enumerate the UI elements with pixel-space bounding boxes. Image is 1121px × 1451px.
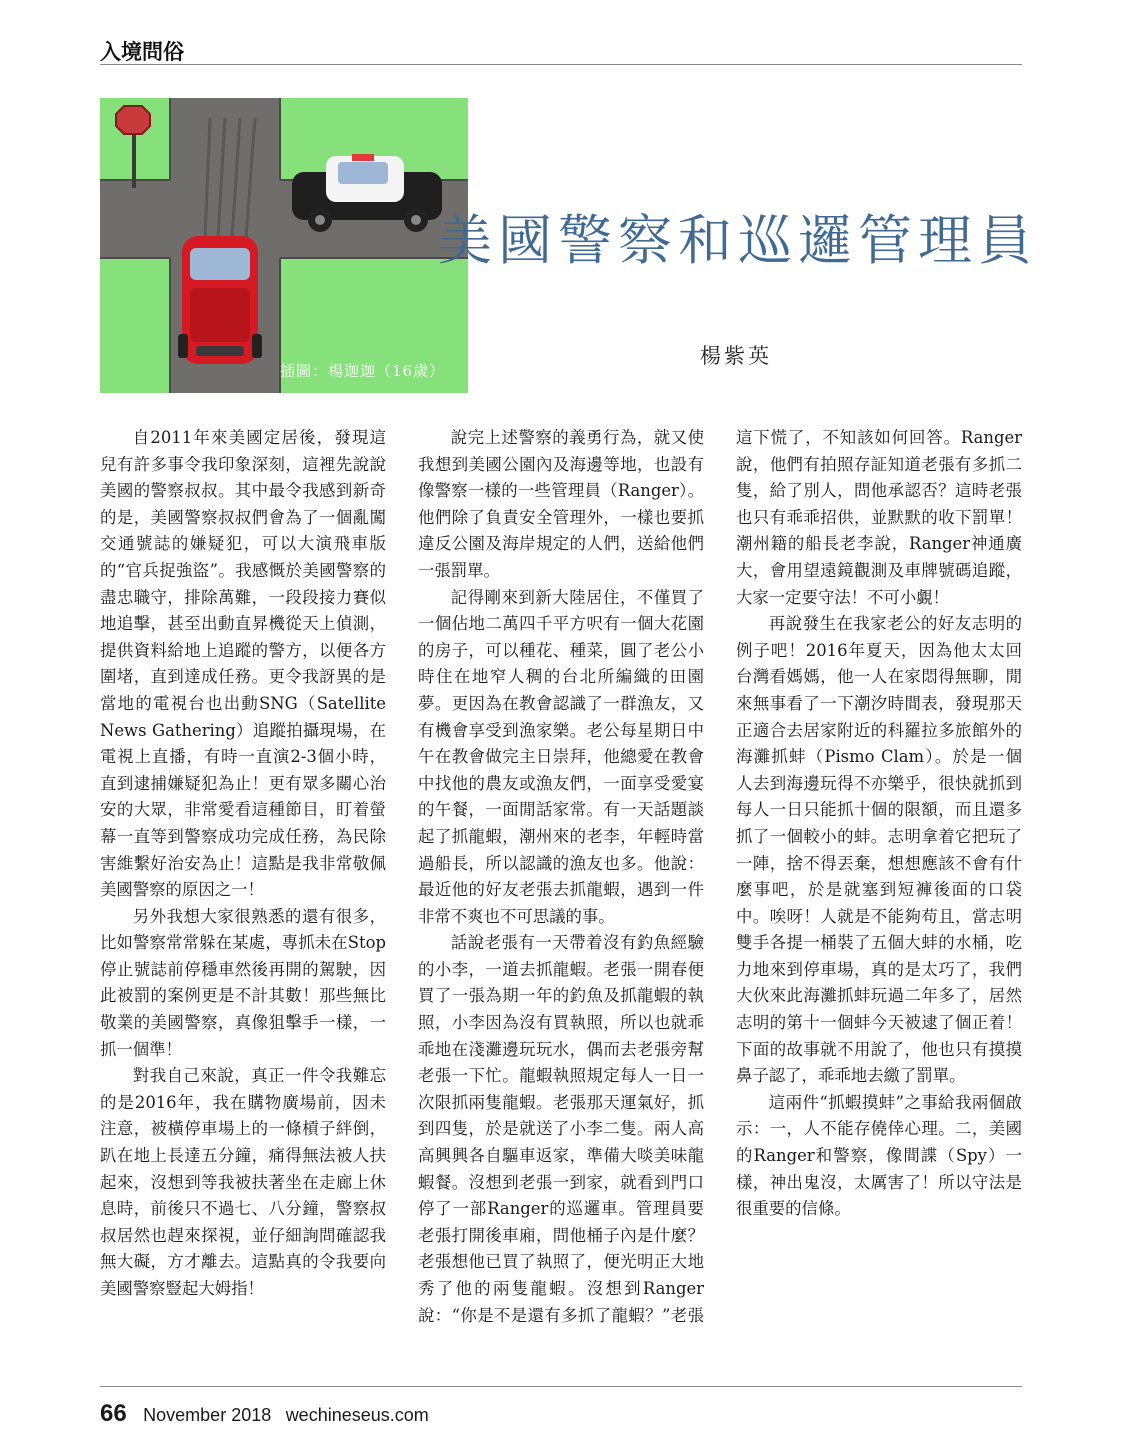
illustration-caption: 插圖：楊迦迦（16歲）	[280, 362, 446, 380]
paragraph: 自2011年來美國定居後，發現這兒有許多事令我印象深刻，這裡先說說美國的警察叔叔。其中最令我感到新奇的是，美國警察叔叔們會為了一個亂闖交通號誌的嫌疑犯，可以大演飛車版的“官兵捉強盜”。我感慨於美國警察的盡忠職守，排除萬難，一段段接力賽似地追擊，甚至出動直昇機從天上偵測，提供資料給地上追蹤的警方，以便各方圍堵，直到達成任務。更令我訝異的是當地的電視台也出動SNG（Satellite News Gathering）追蹤拍攝現場，在電視上直播，有時一直演2-3個小時，直到逮捕嫌疑犯為止！更有眾多關心治安的大眾，非常愛看這種節目，盯着螢幕一直等到警察成功完成任務，為民除害維繫好治安為止！這點是我非常敬佩美國警察的原因之一！	[100, 428, 386, 900]
article-illustration	[100, 98, 468, 393]
paragraph: 這兩件“抓蝦摸蚌”之事給我兩個啟示：一，人不能存僥倖心理。二，美國的Ranger和警察，像間諜（Spy）一樣，神出鬼沒，太厲害了！所以守法是很重要的信條。	[736, 1092, 1022, 1219]
paragraph: 記得剛來到新大陸居住，不僅買了一個佔地二萬四千平方呎有一個大花園的房子，可以種花、種菜，圓了老公小時住在地窄人稠的台北所編織的田園夢。更因為在教會認識了一群漁友，又有機會享受到漁家樂。老公每星期日中午在教會做完主日崇拜，他總愛在教會中找他的農友或漁友們，一面享受愛宴的午餐，一面閒話家常。有一天話題談起了抓龍蝦，潮州來的老李，年輕時當過船長，所以認識的漁友也多。他說：最近他的好友老張去抓龍蝦，遇到一件非常不爽也不可思議的事。	[418, 587, 704, 926]
issue-date: November 2018	[143, 1405, 272, 1425]
paragraph: 對我自己來說，真正一件令我難忘的是2016年，我在購物廣場前，因未注意，被橫停車場上的一條槓子絆倒，趴在地上長達五分鐘，痛得無法被人扶起來，沒想到等我被扶著坐在走廊上休息時，前後只不過七、八分鐘，警察叔叔居然也趕來探視，並仔細詢問確認我無大礙，方才離去。這點真的令我要向美國警察豎起大姆指！	[100, 1066, 386, 1298]
website-link[interactable]: wechineseus.com	[285, 1405, 429, 1425]
article-author: 楊紫英	[700, 344, 772, 368]
section-label: 入境問俗	[100, 40, 184, 64]
paragraph: 話說老張有一天帶着沒有釣魚經驗的小李，一道去抓龍蝦。老張一開春便買了一張為期一年的釣魚及抓龍蝦的執照，小李因為沒有買執照，所以也就乖乖地在淺灘邊玩玩水，偶而去老張旁幫老張一下忙。龍蝦執照規定每人一日一次限抓兩隻龍蝦。老張那天運氣好，抓到四隻，於是就送了小李二隻。兩人高高興興各自驅車返家，準備大啖美味龍蝦餐。沒想到老張一到家，就看到門口停了一部Ranger的巡邏車。管理員要老張打開後車廂，問他桶子內是什麼？老張想他已買了執照了，便光明正大地秀了他的兩隻龍蝦。沒想到Ranger說：“你是不是還有多抓了龍蝦？”老張這下慌了，不知該如何回答。Ranger說，他們有拍照存証知道老張有多抓二隻，給了別人，問他承認否？這時老張也只有乖乖招供，並默默的收下罰單！潮州籍的船長老李說，Ranger神通廣大，會用望遠鏡觀測及車牌號碼追蹤，大家一定要守法！不可小覷！	[418, 428, 1022, 1325]
article-title: 美國警察和巡邏管理員	[438, 209, 1038, 272]
paragraph: 說完上述警察的義勇行為，就又使我想到美國公園內及海邊等地，也設有像警察一樣的一些管理員（Ranger）。他們除了負責安全管理外，一樣也要抓違反公園及海岸規定的人們，送給他們一張罰單。	[418, 428, 704, 580]
page-footer	[100, 1400, 429, 1428]
header-divider	[100, 64, 1022, 65]
footer-divider	[100, 1386, 1022, 1387]
paragraph: 再說發生在我家老公的好友志明的例子吧！2016年夏天，因為他太太回台灣看媽媽，他一人在家悶得無聊，閒來無事看了一下潮汐時間表，發現那天正適合去居家附近的科羅拉多旅館外的海灘抓蚌（Pismo Clam）。於是一個人去到海邊玩得不亦樂乎，很快就抓到每人一日只能抓十個的限額，而且還多抓了一個較小的蚌。志明拿着它把玩了一陣，捨不得丟棄，想想應該不會有什麼事吧，於是就塞到短褲後面的口袋中。唉呀！人就是不能夠苟且，當志明雙手各提一桶裝了五個大蚌的水桶，吃力地來到停車場，真的是太巧了，我們大伙來此海灘抓蚌玩過二年多了，居然志明的第十一個蚌今天被逮了個正着！下面的故事就不用說了，他也只有摸摸鼻子認了，乖乖地去繳了罰單。	[736, 614, 1022, 1086]
article-body	[100, 425, 1022, 1355]
page-number: 66	[100, 1400, 127, 1427]
paragraph: 另外我想大家很熟悉的還有很多，比如警察常常躲在某處，專抓未在Stop停止號誌前停穩車然後再開的駕駛，因此被罰的案例更是不計其數！那些無比敬業的美國警察，真像狙擊手一樣，一抓一個準！	[100, 906, 386, 1059]
